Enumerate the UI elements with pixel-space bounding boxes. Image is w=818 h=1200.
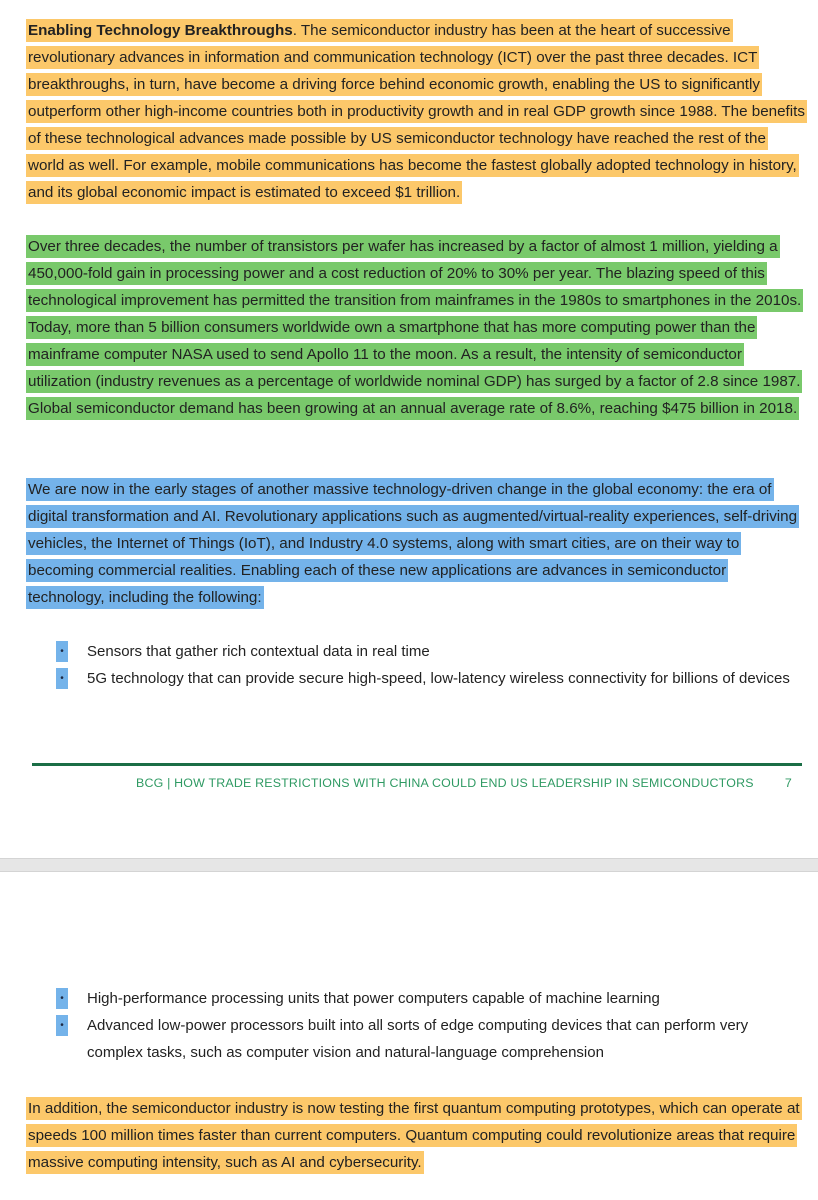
paragraph-body: . The semiconductor industry has been at the heart of successive revolutionary advances in information and communication technology (ICT) over the past three decades. ICT breakthroughs, in turn, have become a driving force behind economic growth, enabling the US to significantly outperform other high-income countries both in productivity growth and in real GDP growth since 1988. The benefits of these technological advances made possible by US semiconductor technology have reached the rest of the world as well. For example, mobile communications has become the fastest globally adopted technology in history, and its global economic impact is estimated to exceed $1 trillion. xyxy=(28,22,805,201)
page-separator xyxy=(0,858,818,872)
list-item xyxy=(56,638,796,665)
list-item-text: 5G technology that can provide secure high-speed, low-latency wireless connectivity for billions of devices xyxy=(87,670,790,687)
list-item xyxy=(56,1012,796,1066)
bullet-icon: • xyxy=(56,1015,68,1036)
bullet-list xyxy=(56,985,796,1066)
list-item-text: High-performance processing units that power computers capable of machine learning xyxy=(87,990,660,1007)
list-item xyxy=(56,665,796,692)
paragraph-quantum-computing xyxy=(26,1095,806,1176)
paragraph-digital-transformation xyxy=(26,476,806,611)
footer-divider xyxy=(32,763,802,766)
paragraph-technology-breakthroughs xyxy=(26,17,806,206)
bullet-icon: • xyxy=(56,988,68,1009)
paragraph-body: We are now in the early stages of another massive technology-driven change in the global economy: the era of digital transformation and AI. Revolutionary applications such as augmented/virtual-reality experiences, self-driving vehicles, the Internet of Things (IoT), and Industry 4.0 systems, along with smart cities, are on their way to becoming commercial realities. Enabling each of these new applications are advances in semiconductor technology, including the following: xyxy=(26,478,799,609)
list-item-text: Advanced low-power processors built into all sorts of edge computing devices that can perform very complex tasks, such as computer vision and natural-language comprehension xyxy=(87,1017,749,1061)
bullet-icon: • xyxy=(56,668,68,689)
bullet-list xyxy=(56,638,796,692)
paragraph-transistors xyxy=(26,233,806,422)
page-number: 7 xyxy=(784,776,792,790)
bullet-icon: • xyxy=(56,641,68,662)
list-item xyxy=(56,985,796,1012)
document-page-8 xyxy=(0,872,818,1200)
paragraph-body: In addition, the semiconductor industry is now testing the first quantum computing prototypes, which can operate at speeds 100 million times faster than current computers. Quantum computing could revolutionize areas that require massive computing intensity, such as AI and cybersecurity. xyxy=(26,1097,802,1174)
list-item-text: Sensors that gather rich contextual data in real time xyxy=(87,643,430,660)
footer-title: BCG | HOW TRADE RESTRICTIONS WITH CHINA COULD END US LEADERSHIP IN SEMICONDUCTORS xyxy=(136,776,754,790)
paragraph-body: Over three decades, the number of transistors per wafer has increased by a factor of almost 1 million, yielding a 450,000-fold gain in processing power and a cost reduction of 20% to 30% per year. The blazing speed of this technological improvement has permitted the transition from mainframes in the 1980s to smartphones in the 2010s. Today, more than 5 billion consumers worldwide own a smartphone that has more computing power than the mainframe computer NASA used to send Apollo 11 to the moon. As a result, the intensity of semiconductor utilization (industry revenues as a percentage of worldwide nominal GDP) has surged by a factor of 2.8 since 1987. Global semiconductor demand has been growing at an annual average rate of 8.6%, reaching $475 billion in 2018. xyxy=(26,235,803,420)
paragraph-heading: Enabling Technology Breakthroughs xyxy=(28,22,293,39)
